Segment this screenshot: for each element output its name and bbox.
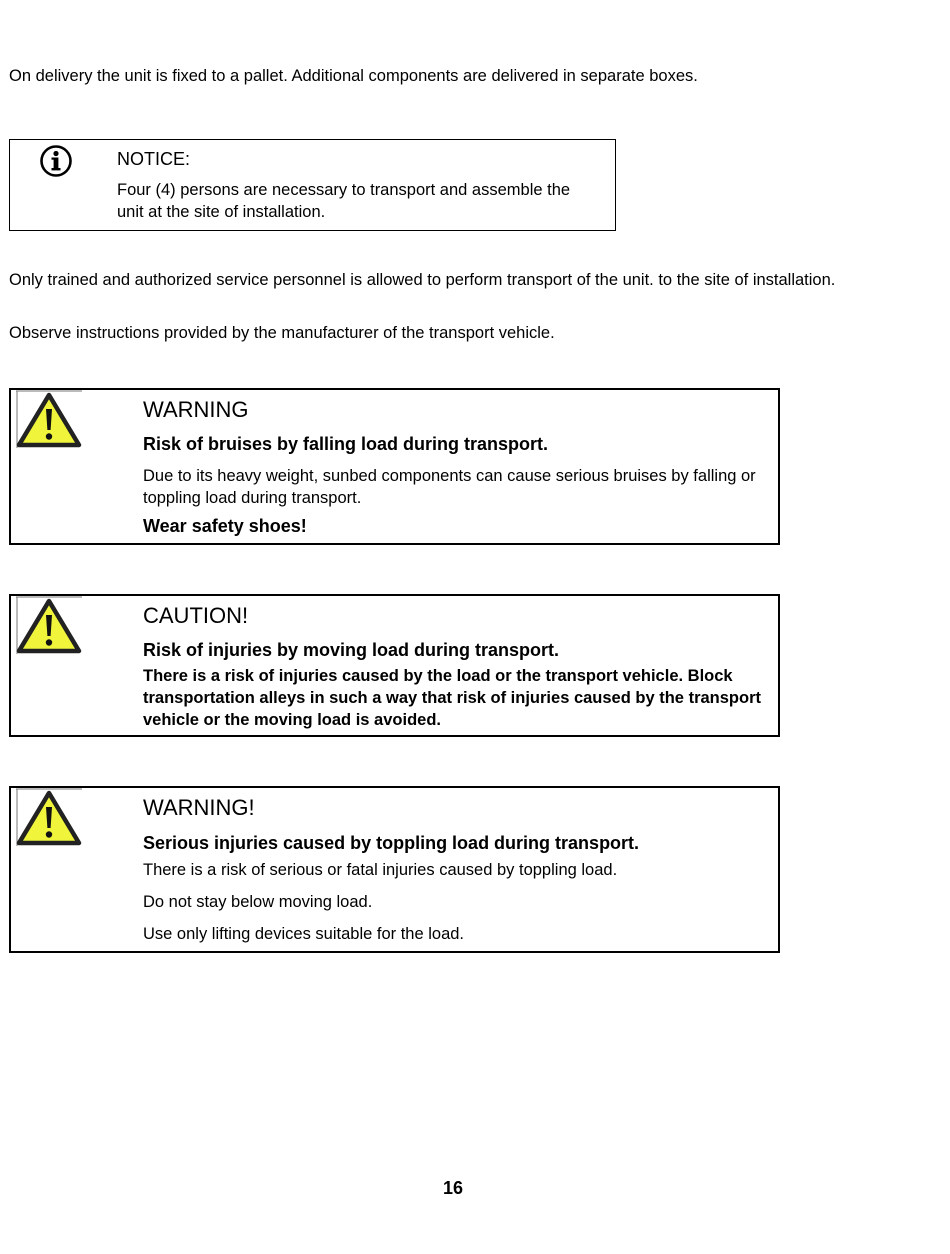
warning-box-bruises — [9, 388, 780, 545]
personnel-paragraph: Only trained and authorized service personnel is allowed to perform transport of the unit. to the site of installation. — [9, 271, 836, 289]
notice-title: NOTICE: — [117, 149, 191, 169]
delivery-paragraph: On delivery the unit is fixed to a pallet. Additional components are delivered in separate boxes. — [9, 67, 698, 85]
warning-title: WARNING! — [143, 795, 255, 820]
warning-box-toppling — [9, 786, 780, 953]
vehicle-instructions-paragraph: Observe instructions provided by the manufacturer of the transport vehicle. — [9, 324, 555, 342]
warning-line-2: Do not stay below moving load. — [143, 893, 373, 911]
notice-box — [9, 139, 616, 231]
warning-line-3: Use only lifting devices suitable for the load. — [143, 925, 465, 943]
page-number: 16 — [442, 1178, 464, 1198]
info-icon — [39, 144, 73, 178]
caution-subtitle: Risk of injuries by moving load during transport. — [143, 640, 560, 660]
warning-instruction: Wear safety shoes! — [143, 516, 307, 536]
notice-text: Four (4) persons are necessary to transport and assemble the unit at the site of installation. — [117, 181, 571, 221]
warning-triangle-icon — [16, 788, 82, 848]
warning-triangle-icon — [16, 390, 82, 450]
warning-triangle-icon — [16, 596, 82, 656]
warning-line-1: There is a risk of serious or fatal injuries caused by toppling load. — [143, 861, 618, 879]
caution-title: CAUTION! — [143, 603, 249, 628]
warning-subtitle: Serious injuries caused by toppling load during transport. — [143, 833, 640, 853]
warning-subtitle: Risk of bruises by falling load during transport. — [143, 434, 549, 454]
caution-text: There is a risk of injuries caused by the load or the transport vehicle. Block transportation alleys in such a way that risk of injuries caused by the transport vehicle or the moving load is avoided. — [143, 667, 761, 729]
warning-text: Due to its heavy weight, sunbed components can cause serious bruises by falling or toppling load during transport. — [143, 467, 756, 507]
warning-title: WARNING — [143, 397, 249, 422]
caution-box — [9, 594, 780, 737]
